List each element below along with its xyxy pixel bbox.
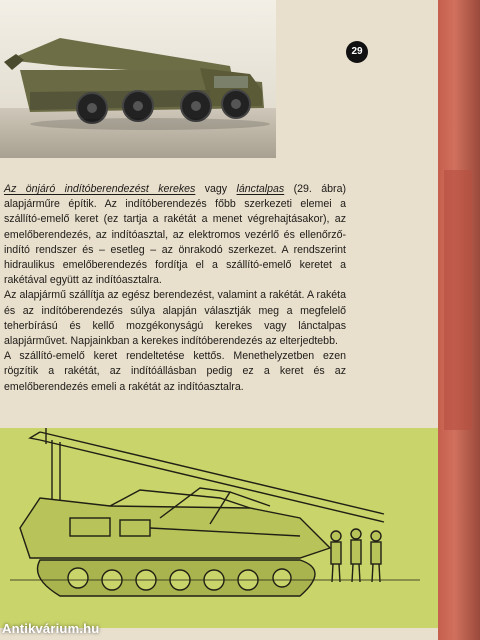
body-text — [4, 182, 346, 395]
page-edge-strip — [444, 170, 472, 430]
text-run: (29. ábra) alapjárműre építik. Az indítóberendezés főbb szerkezeti elemei a szállító-emelő keret (ez tartja a rakétát a menet végrehajtásakor), az emelőberendezés, az indítóasztal, az elektromos vezérlő és ellenőrző-indító rendszer és – esetleg – az önrakodó szerkezet. A rendszerint hidraulikus emelőberendezés fordítja el a szállító-emelő keretet a rakétával együtt az indítóasztalra. — [4, 183, 347, 287]
emphasis: Az önjáró indítóberendezést kerekes — [4, 183, 196, 195]
next-page-edge — [438, 0, 480, 640]
emphasis: lánctalpas — [236, 183, 285, 195]
tracked-launcher-illustration — [0, 428, 438, 628]
text-run: vagy — [195, 183, 237, 195]
text-run: Az alapjármű szállítja az egész berendezést, valamint a rakétát. A rakéta és az indítóberendezés súlya alapján választják meg a megfelelő teherbírású és kellő mozgékonyságú kerekes vagy lánctalpas alapjárművet. Napjainkban a kerekes indítóberendezés az elterjedtebb. — [4, 289, 346, 348]
paragraph-3 — [4, 349, 346, 395]
paragraph-2 — [4, 288, 346, 349]
paragraph-1 — [4, 182, 346, 288]
text-run: A szállító-emelő keret rendeltetése kettős. Menethelyzetben ezen rögzítik a rakétát, az indítóállásban pedig ez a keret és az emelőberendezés emeli a rakétát az indítóasztalra. — [4, 350, 346, 393]
watermark: Antikvárium.hu — [2, 621, 100, 636]
missile-launcher-photo — [0, 0, 276, 158]
page-number-badge: 29 — [346, 41, 368, 63]
